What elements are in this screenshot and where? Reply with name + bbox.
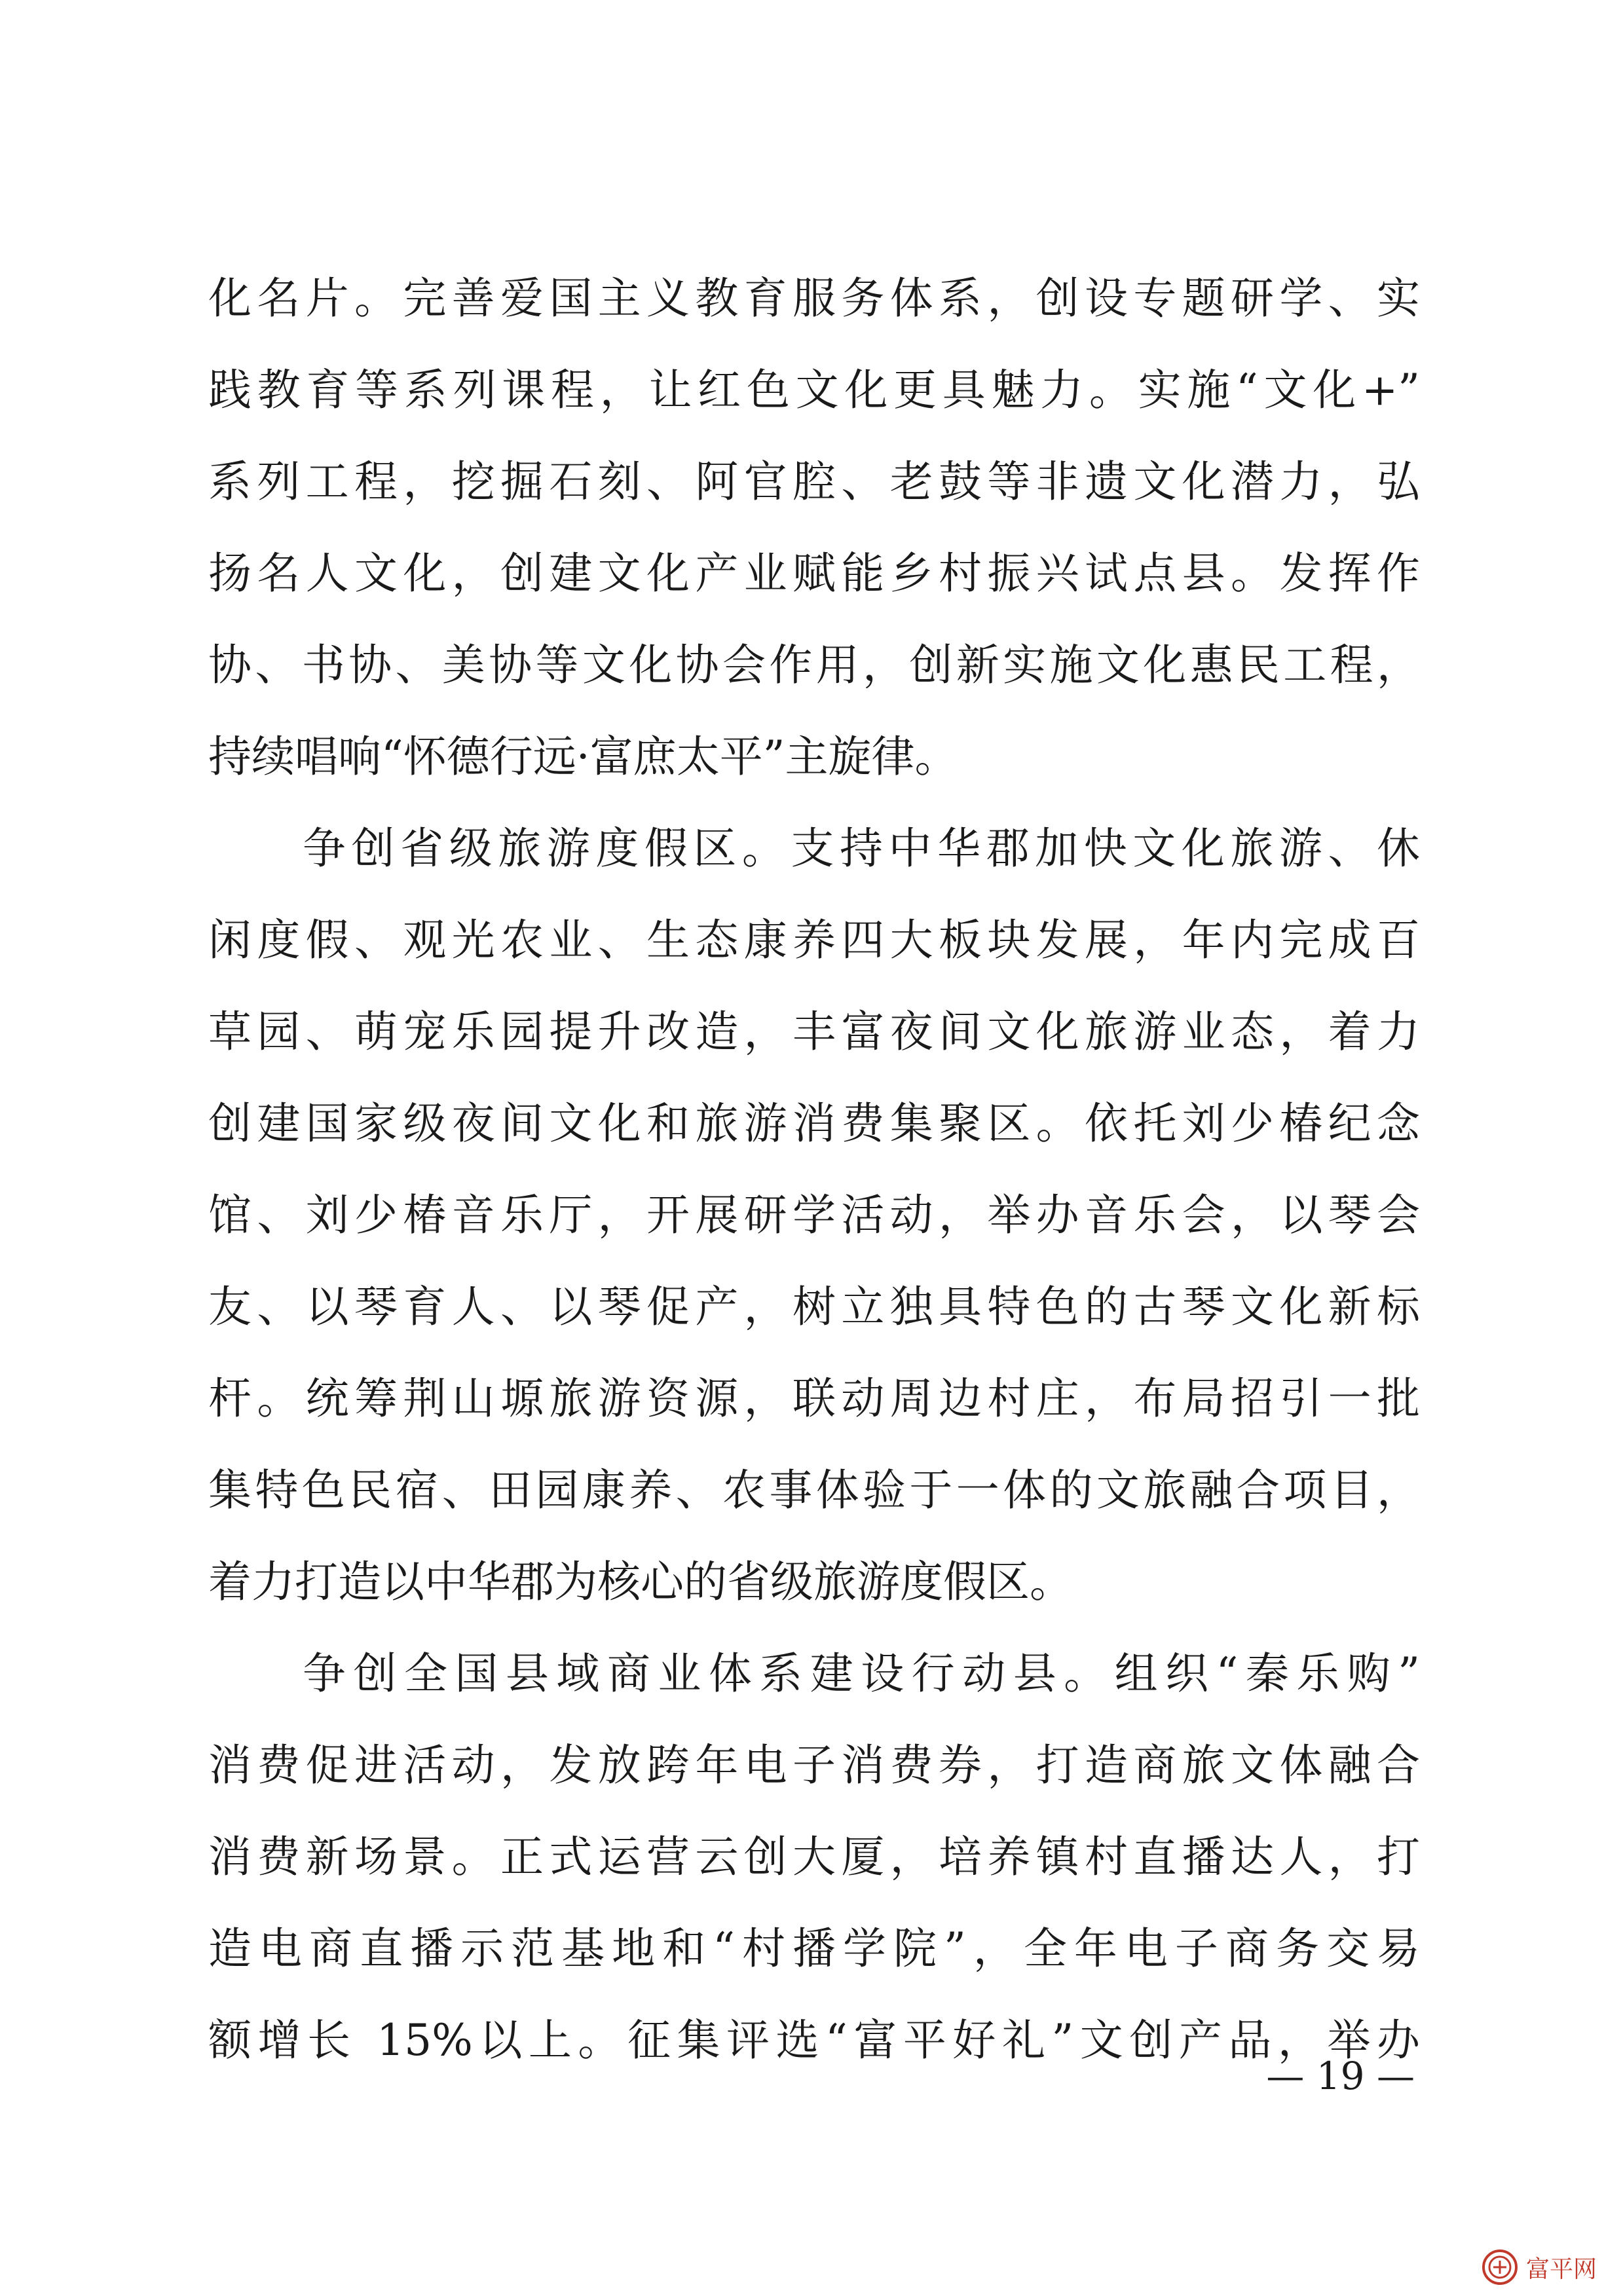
text-line: 闲度假、观光农业、生态康养四大板块发展，年内完成百 <box>208 915 1420 965</box>
seal-logo-icon <box>1482 2249 1518 2286</box>
page-number: — 19 — <box>1266 2054 1415 2098</box>
text-line: 草园、萌宠乐园提升改造，丰富夜间文化旅游业态，着力 <box>208 1007 1420 1057</box>
document-body <box>208 253 1420 2086</box>
text-line: 持续唱响“怀德行远·富庶太平”主旋律。 <box>208 731 958 782</box>
text-line: 集特色民宿、田园康养、农事体验于一体的文旅融合项目， <box>208 1465 1420 1515</box>
text-line: 扬名人文化，创建文化产业赋能乡村振兴试点县。发挥作 <box>208 548 1420 599</box>
text-line: 造电商直播示范基地和“村播学院”，全年电子商务交易 <box>208 1923 1420 1974</box>
text-line: 着力打造以中华郡为核心的省级旅游度假区。 <box>208 1557 1073 1607</box>
text-line: 创建国家级夜间文化和旅游消费集聚区。依托刘少椿纪念 <box>208 1098 1420 1149</box>
text-line: 杆。统筹荆山塬旅游资源，联动周边村庄，布局招引一批 <box>208 1373 1420 1424</box>
text-line: 馆、刘少椿音乐厅，开展研学活动，举办音乐会，以琴会 <box>208 1190 1420 1240</box>
text-line: 额增长 15%以上。征集评选“富平好礼”文创产品，举办 <box>208 2015 1420 2065</box>
site-watermark <box>1482 2248 1597 2287</box>
watermark-text: 富平网 <box>1525 2255 1597 2283</box>
text-line: 化名片。完善爱国主义教育服务体系，创设专题研学、实 <box>208 273 1420 324</box>
text-line: 消费新场景。正式运营云创大厦，培养镇村直播达人，打 <box>208 1832 1420 1882</box>
text-line: 系列工程，挖掘石刻、阿官腔、老鼓等非遗文化潜力，弘 <box>208 456 1420 507</box>
paragraph-heading-line: 争创省级旅游度假区。支持中华郡加快文化旅游、休 <box>303 823 1420 874</box>
text-line: 践教育等系列课程，让红色文化更具魅力。实施“文化+” <box>208 365 1420 415</box>
text-line: 协、书协、美协等文化协会作用，创新实施文化惠民工程， <box>208 640 1420 690</box>
text-line: 消费促进活动，发放跨年电子消费券，打造商旅文体融合 <box>208 1740 1420 1790</box>
paragraph-heading-line: 争创全国县域商业体系建设行动县。组织“秦乐购” <box>303 1648 1420 1699</box>
text-line: 友、以琴育人、以琴促产，树立独具特色的古琴文化新标 <box>208 1282 1420 1332</box>
